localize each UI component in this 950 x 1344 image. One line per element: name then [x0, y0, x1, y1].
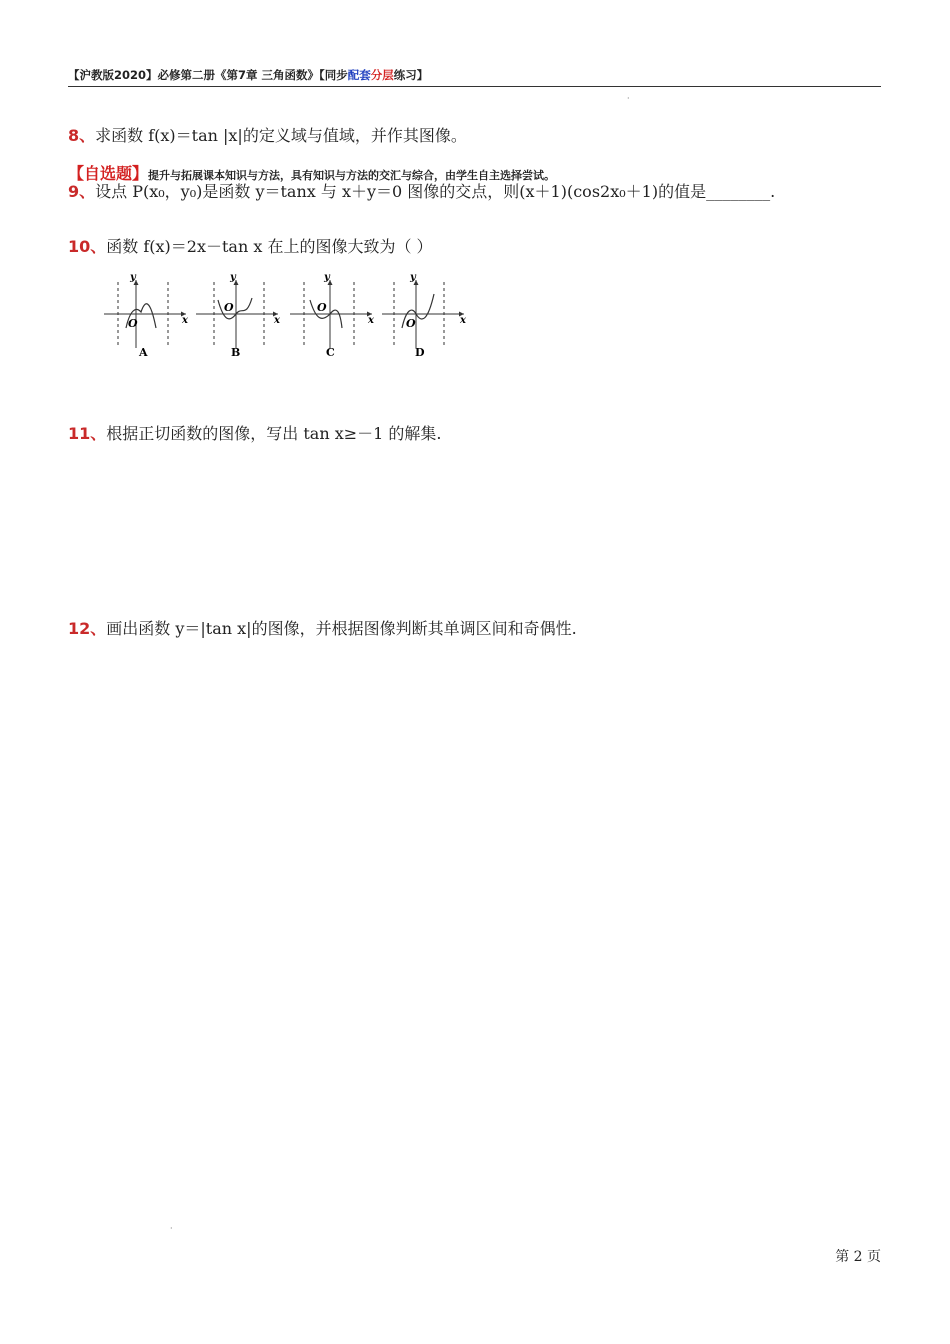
- question-10: [68, 236, 433, 258]
- section-tag: 【自选题】: [68, 164, 149, 183]
- header-blue-text: 配套: [347, 68, 371, 82]
- question-number: 12、: [68, 619, 107, 638]
- question-11: [68, 423, 442, 445]
- graph-option-d: [378, 270, 470, 362]
- graph-a-svg: [100, 270, 192, 362]
- graph-c-svg: [286, 270, 378, 362]
- graph-origin-label: O: [128, 317, 138, 330]
- question-12: [68, 618, 577, 640]
- graph-y-label: y: [130, 272, 136, 283]
- question-text: 求函数 f(x)＝tan |x|的定义域与值域，并作其图像。: [95, 126, 467, 145]
- graph-option-b: [192, 270, 284, 362]
- question-8: [68, 125, 467, 147]
- graph-origin-label: O: [406, 317, 416, 330]
- graph-option-label: D: [415, 346, 425, 359]
- header-suffix: 练习】: [393, 68, 429, 82]
- graph-option-label: A: [139, 346, 148, 359]
- decorative-dot: ·: [170, 1224, 173, 1233]
- page-header: [68, 66, 881, 87]
- section-description: 提升与拓展课本知识与方法，具有知识与方法的交汇与综合，由学生自主选择尝试。: [148, 169, 556, 182]
- question-number: 11、: [68, 424, 107, 443]
- question-text: 函数 f(x)＝2x－tan x 在上的图像大致为（ ）: [106, 237, 433, 256]
- question-number: 10、: [68, 237, 107, 256]
- graph-origin-label: O: [224, 301, 234, 314]
- graph-option-a: [100, 270, 192, 362]
- graph-x-label: x: [368, 315, 374, 326]
- page-number: 第 2 页: [835, 1249, 881, 1265]
- question-text: 画出函数 y＝|tan x|的图像，并根据图像判断其单调区间和奇偶性.: [106, 619, 577, 638]
- graph-y-label: y: [410, 272, 416, 283]
- graph-option-label: B: [231, 346, 241, 359]
- header-prefix: 【沪教版2020】必修第二册《第7章 三角函数》【同步: [68, 68, 348, 82]
- question-text: 设点 P(x₀，y₀)是函数 y＝tanx 与 x＋y＝0 图像的交点，则(x＋1)(cos2x₀＋1)的值是________.: [95, 182, 776, 201]
- decorative-dot: ·: [627, 94, 630, 103]
- graph-option-c: [286, 270, 378, 362]
- graph-x-label: x: [182, 315, 188, 326]
- graph-y-label: y: [230, 272, 236, 283]
- graph-b-svg: [192, 270, 284, 362]
- graph-origin-label: O: [317, 301, 327, 314]
- graph-y-label: y: [324, 272, 330, 283]
- header-red-text: 分层: [370, 68, 394, 82]
- question-9: [68, 181, 775, 203]
- question-number: 9、: [68, 182, 96, 201]
- graph-x-label: x: [460, 315, 466, 326]
- question-text: 根据正切函数的图像，写出 tan x≥－1 的解集.: [106, 424, 442, 443]
- graph-d-svg: [378, 270, 470, 362]
- question-number: 8、: [68, 126, 96, 145]
- graph-x-label: x: [274, 315, 280, 326]
- graph-option-label: C: [326, 346, 335, 359]
